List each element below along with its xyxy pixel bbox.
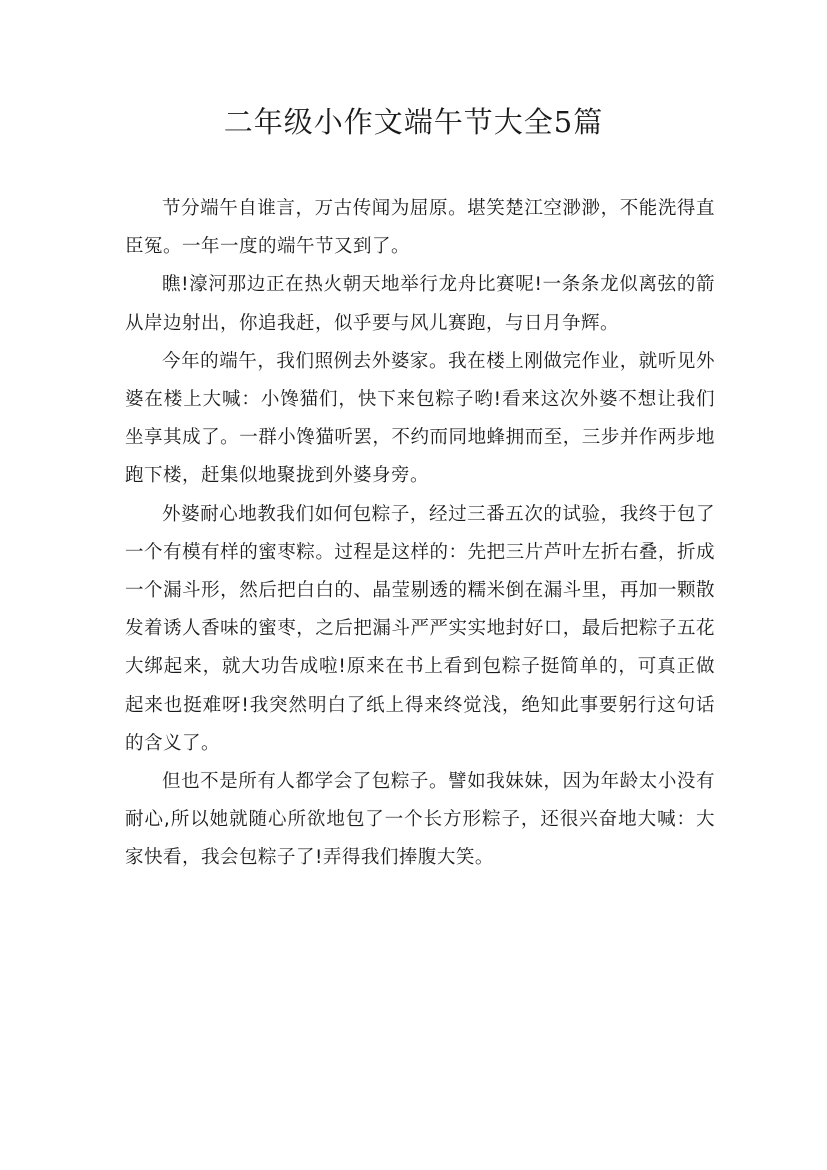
- paragraph-4: 外婆耐心地教我们如何包粽子，经过三番五次的试验，我终于包了一个有模有样的蜜枣粽。过程是这样的：先把三片芦叶左折右叠，折成一个漏斗形，然后把白白的、晶莹剔透的糯米倒在漏斗里，再加一颗散发着诱人香味的蜜枣，之后把漏斗严严实实地封好口，最后把粽子五花大绑起来，就大功告成啦!原来在书上看到包粽子挺简单的，可真正做起来也挺难呀!我突然明白了纸上得来终觉浅，绝知此事要躬行这句话的含义了。: [125, 503, 715, 754]
- paragraph-5: 但也不是所有人都学会了包粽子。譬如我妹妹，因为年龄太小没有耐心,所以她就随心所欲地包了一个长方形粽子，还很兴奋地大喊：大家快看，我会包粽子了!弄得我们捧腹大笑。: [125, 771, 715, 869]
- paragraph-3: 今年的端午，我们照例去外婆家。我在楼上刚做完作业，就听见外婆在楼上大喊：小馋猫们，快下来包粽子哟!看来这次外婆不想让我们坐享其成了。一群小馋猫听罢，不约而同地蜂拥而至，三步并作两步地跑下楼，赶集似地聚拢到外婆身旁。: [125, 350, 715, 487]
- document-body: [125, 190, 715, 878]
- paragraph-1: 节分端午自谁言，万古传闻为屈原。堪笑楚江空渺渺，不能洗得直臣冤。一年一度的端午节又到了。: [125, 198, 715, 258]
- paragraph-2: 瞧!濠河那边正在热火朝天地举行龙舟比赛呢!一条条龙似离弦的箭从岸边射出，你追我赶，似乎要与风儿赛跑，与日月争辉。: [125, 274, 715, 334]
- document-title: 二年级小作文端午节大全5篇: [223, 105, 604, 139]
